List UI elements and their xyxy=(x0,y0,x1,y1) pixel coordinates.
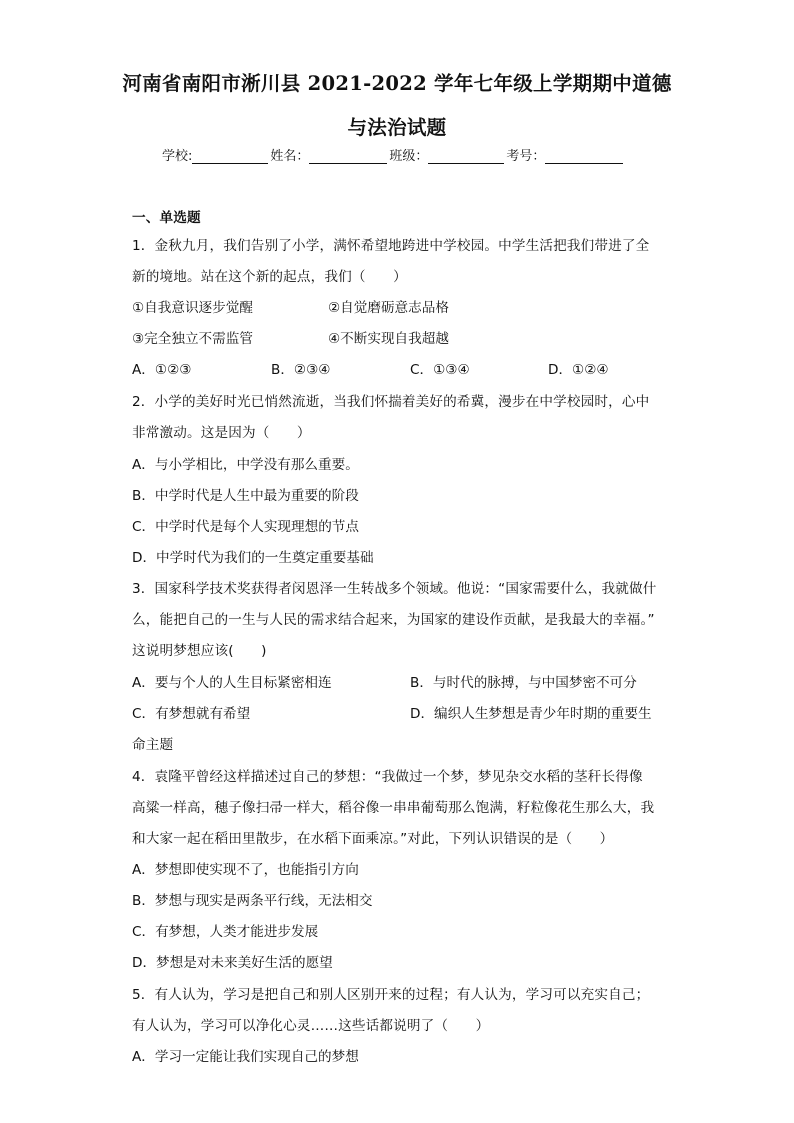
q4-option-b[interactable]: B．梦想与现实是两条平行线，无法相交 xyxy=(132,893,373,909)
q1-option-d[interactable]: D．①②④ xyxy=(548,362,609,378)
q5-option-a[interactable]: A．学习一定能让我们实现自己的梦想 xyxy=(132,1049,359,1065)
exam-title-line-1: 河南省南阳市淅川县 2021-2022 学年七年级上学期期中道德 xyxy=(122,72,672,95)
q4-option-d[interactable]: D．梦想是对未来美好生活的愿望 xyxy=(132,955,333,971)
name-label: 姓名： xyxy=(270,149,310,164)
q2-option-d[interactable]: D．中学时代为我们的一生奠定重要基础 xyxy=(132,550,374,566)
q2-option-a[interactable]: A．与小学相比，中学没有那么重要。 xyxy=(132,457,359,473)
q1-item-3: ③完全独立不需监管 xyxy=(132,331,253,347)
q3-stem-line-1: 3．国家科学技术奖获得者闵恩泽一生转战多个领域。他说：“国家需要什么，我就做什 xyxy=(132,581,657,597)
q1-option-c[interactable]: C．①③④ xyxy=(410,362,470,378)
q5-stem-line-1: 5．有人认为，学习是把自己和别人区别开来的过程；有人认为，学习可以充实自己； xyxy=(132,987,650,1003)
q3-option-d[interactable]: D．编织人生梦想是青少年时期的重要生 xyxy=(410,706,652,722)
name-blank[interactable] xyxy=(309,149,387,164)
q3-stem-line-2: 么，能把自己的一生与人民的需求结合起来，为国家的建设作贡献，是我最大的幸福。” xyxy=(132,612,655,628)
q1-stem-line-2: 新的境地。站在这个新的起点，我们（ ） xyxy=(132,269,407,285)
q1-item-4: ④不断实现自我超越 xyxy=(328,331,449,347)
q1-option-a[interactable]: A．①②③ xyxy=(132,362,192,378)
q4-stem-line-2: 高粱一样高，穗子像扫帚一样大，稻谷像一串串葡萄那么饱满，籽粒像花生那么大，我 xyxy=(132,800,655,816)
q3-option-a[interactable]: A．要与个人的人生目标紧密相连 xyxy=(132,675,332,691)
q3-option-c[interactable]: C．有梦想就有希望 xyxy=(132,706,251,722)
q2-stem-line-2: 非常激动。这是因为（ ） xyxy=(132,425,311,441)
q3-option-b[interactable]: B．与时代的脉搏，与中国梦密不可分 xyxy=(410,675,637,691)
exam-title-line-2: 与法治试题 xyxy=(347,116,447,139)
class-label: 班级： xyxy=(389,149,429,164)
school-blank[interactable] xyxy=(192,149,268,164)
q4-stem-line-3: 和大家一起在稻田里散步，在水稻下面乘凉。”对此，下列认识错误的是（ ） xyxy=(132,831,614,847)
section-title: 一、单选题 xyxy=(132,210,201,226)
q1-item-2: ②自觉磨砺意志品格 xyxy=(328,300,449,316)
exam-number-label: 考号： xyxy=(506,149,546,164)
q3-stem-line-3: 这说明梦想应该( ) xyxy=(132,643,267,659)
q1-stem-line-1: 1．金秋九月，我们告别了小学，满怀希望地跨进中学校园。中学生活把我们带进了全 xyxy=(132,238,650,254)
q4-option-c[interactable]: C．有梦想，人类才能进步发展 xyxy=(132,924,319,940)
q4-option-a[interactable]: A．梦想即使实现不了，也能指引方向 xyxy=(132,862,359,878)
q2-option-b[interactable]: B．中学时代是人生中最为重要的阶段 xyxy=(132,488,359,504)
q2-stem-line-1: 2．小学的美好时光已悄然流逝，当我们怀揣着美好的希冀，漫步在中学校园时，心中 xyxy=(132,394,650,410)
q1-option-b[interactable]: B．②③④ xyxy=(271,362,331,378)
q2-option-c[interactable]: C．中学时代是每个人实现理想的节点 xyxy=(132,519,359,535)
student-info-row xyxy=(162,145,625,164)
q5-stem-line-2: 有人认为，学习可以净化心灵……这些话都说明了（ ） xyxy=(132,1018,490,1034)
class-blank[interactable] xyxy=(428,149,504,164)
exam-number-blank[interactable] xyxy=(545,149,623,164)
q3-option-d-continued: 命主题 xyxy=(132,737,174,753)
school-label: 学校: xyxy=(162,149,193,164)
q4-stem-line-1: 4．袁隆平曾经这样描述过自己的梦想：“我做过一个梦，梦见杂交水稻的茎秆长得像 xyxy=(132,769,643,785)
q1-item-1: ①自我意识逐步觉醒 xyxy=(132,300,253,316)
